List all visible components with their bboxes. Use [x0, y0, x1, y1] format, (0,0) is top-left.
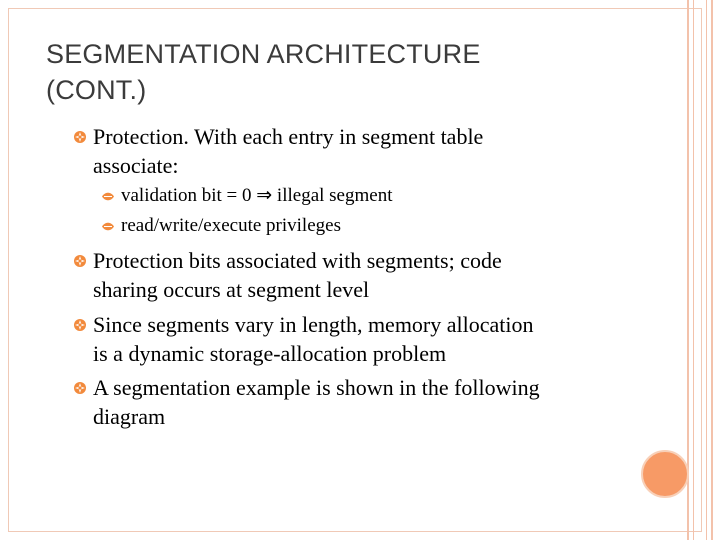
- bullet-text: diagram: [93, 404, 166, 429]
- flower-bullet-icon: [73, 130, 87, 144]
- bullet-item: [93, 246, 502, 304]
- decorative-circle: [641, 450, 689, 498]
- flower-bullet-icon: [73, 318, 87, 332]
- leaf-bullet-icon: [101, 191, 115, 202]
- bullet-text: associate:: [93, 153, 179, 178]
- decorative-line: [706, 0, 707, 540]
- bullet-text: Protection. With each entry in segment table: [93, 124, 484, 149]
- bullet-item: [93, 310, 534, 368]
- bullet-text: A segmentation example is shown in the following: [93, 375, 540, 400]
- bullet-text: sharing occurs at segment level: [93, 277, 370, 302]
- bullet-item: [93, 122, 483, 180]
- leaf-bullet-icon: [101, 221, 115, 232]
- slide-title-line1: SEGMENTATION ARCHITECTURE: [46, 39, 481, 69]
- decorative-line: [693, 0, 694, 540]
- flower-bullet-icon: [73, 254, 87, 268]
- slide-title-line2: (CONT.): [46, 75, 147, 105]
- sub-bullet-item: read/write/execute privileges: [121, 215, 341, 236]
- sub-bullet-item: validation bit = 0 ⇒ illegal segment: [121, 185, 393, 206]
- decorative-line: [711, 0, 713, 540]
- flower-bullet-icon: [73, 381, 87, 395]
- bullet-text: Protection bits associated with segments; code: [93, 248, 502, 273]
- decorative-line: [687, 0, 689, 540]
- bullet-text: Since segments vary in length, memory allocation: [93, 312, 534, 337]
- slide-title: [46, 36, 646, 108]
- bullet-item: [93, 373, 540, 431]
- bullet-text: is a dynamic storage-allocation problem: [93, 341, 447, 366]
